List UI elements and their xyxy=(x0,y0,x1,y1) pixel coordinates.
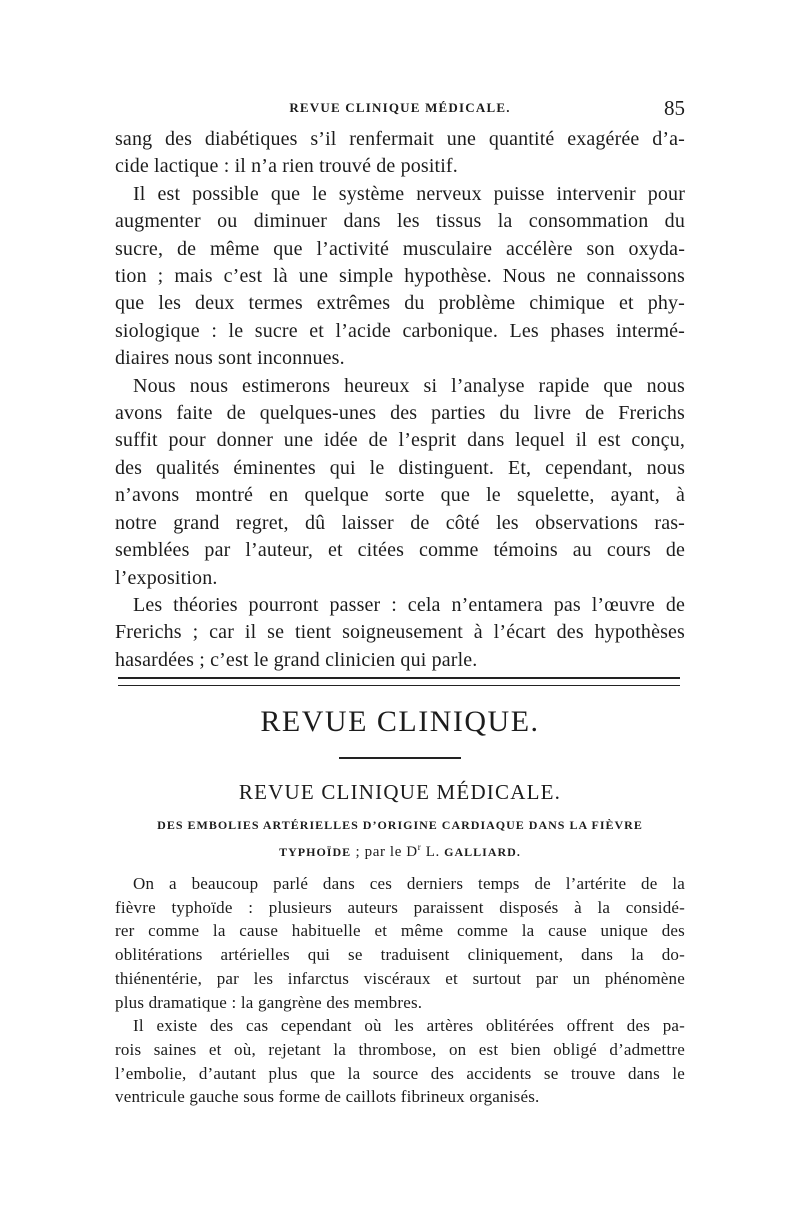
article-byline xyxy=(115,842,685,861)
page-number: 85 xyxy=(664,96,685,120)
text-line: Les théories pourront passer : cela n’entamera pas l’œuvre de xyxy=(133,593,685,616)
text-line: Il est possible que le système nerveux puisse intervenir pour xyxy=(133,182,685,205)
text-line: que les deux termes extrêmes du problème chimique et phy- xyxy=(115,292,685,315)
text-line: rer comme la cause habituelle et même comme la cause unique des xyxy=(115,921,685,941)
text-line: sucre, de même que l’activité musculaire accélère son oxyda- xyxy=(115,237,685,260)
section-title: REVUE CLINIQUE. xyxy=(260,705,540,738)
text-line: thiénentérie, par les infarctus viscéraux et surtout par un phénomène xyxy=(115,968,685,988)
article-text xyxy=(115,872,685,1109)
text-line: plus dramatique : la gangrène des membres. xyxy=(115,992,423,1012)
text-line: l’exposition. xyxy=(115,566,218,589)
byline-initial: L. xyxy=(421,844,445,860)
subsection-title: REVUE CLINIQUE MÉDICALE. xyxy=(238,780,562,804)
text-line: des qualités éminentes qui le distinguent. Et, cependant, nous xyxy=(115,456,685,479)
text-line: l’embolie, d’autant plus que la source des accidents se trouve dans le xyxy=(115,1063,685,1083)
text-line: siologique : le sucre et l’acide carbonique. Les phases intermé- xyxy=(115,319,685,342)
author-name: GALLIARD. xyxy=(444,845,521,859)
running-header xyxy=(115,96,685,120)
section-divider xyxy=(118,677,680,686)
byline-connector: ; par le D xyxy=(351,844,418,860)
text-line: n’avons montré en quelque sorte que le squelette, ayant, à xyxy=(115,484,685,507)
article-title: DES EMBOLIES ARTÉRIELLES D’ORIGINE CARDIAQUE DANS LA FIÈVRE xyxy=(157,818,643,832)
byline-title-end: TYPHOÏDE xyxy=(279,845,352,859)
text-line: suffit pour donner une idée de l’esprit dans lequel il est conçu, xyxy=(115,429,685,452)
title-underline xyxy=(339,757,461,759)
text-line: oblitérations artérielles qui se traduisent cliniquement, dans la do- xyxy=(115,945,685,965)
text-line: Frerichs ; car il se tient soigneusement à l’écart des hypothèses xyxy=(115,621,685,644)
text-line: notre grand regret, dû laisser de côté les observations ras- xyxy=(115,511,685,534)
text-line: sang des diabétiques s’il renfermait une quantité exagérée d’a- xyxy=(115,128,685,150)
text-line: diaires nous sont inconnues. xyxy=(115,347,345,370)
text-line: avons faite de quelques-unes des parties du livre de Frerichs xyxy=(115,402,685,425)
text-line: ventricule gauche sous forme de caillots fibrineux organisés. xyxy=(115,1087,540,1107)
text-line: hasardées ; c’est le grand clinicien qui parle. xyxy=(115,648,478,671)
text-line: On a beaucoup parlé dans ces derniers temps de l’artérite de la xyxy=(133,874,685,893)
text-line: cide lactique : il n’a rien trouvé de positif. xyxy=(115,155,458,178)
doctor-superscript: r xyxy=(417,842,422,852)
text-line: rois saines et où, rejetant la thrombose, on est bien obligé d’admettre xyxy=(115,1039,685,1059)
running-title: REVUE CLINIQUE MÉDICALE. xyxy=(289,100,511,115)
text-line: Il existe des cas cependant où les artères oblitérées offrent des pa- xyxy=(133,1016,685,1036)
text-line: augmenter ou diminuer dans les tissus la consommation du xyxy=(115,210,685,233)
text-line: fièvre typhoïde : plusieurs auteurs paraissent disposés à la considé- xyxy=(115,897,685,917)
text-line: semblées par l’auteur, et citées comme témoins au cours de xyxy=(115,539,685,562)
text-line: Nous nous estimerons heureux si l’analyse rapide que nous xyxy=(133,374,685,397)
closing-review-text xyxy=(115,126,685,674)
text-line: tion ; mais c’est là une simple hypothèse. Nous ne connaissons xyxy=(115,265,685,288)
